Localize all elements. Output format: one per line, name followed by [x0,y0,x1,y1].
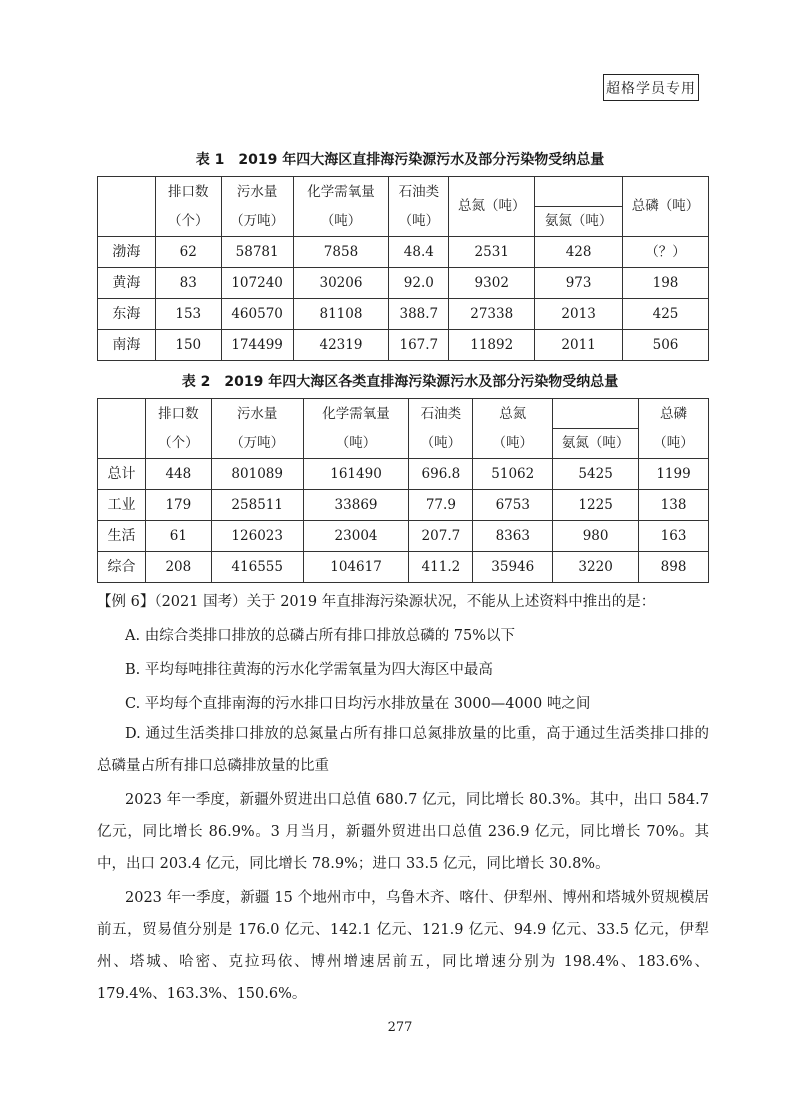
table2-header-outlets-unit: （个） [145,429,211,459]
table1-header-total-nitrogen: 总氮（吨） [449,177,535,237]
table2-caption: 表 2 2019 年四大海区各类直排海污染源污水及部分污染物受纳总量 [181,374,619,390]
table-cell: 104617 [303,552,409,583]
table-cell: 174499 [221,330,293,361]
option-a: A. 由综合类排口排放的总磷占所有排口排放总磷的 75%以下 [125,628,516,644]
table-cell: 161490 [303,459,409,490]
member-only-badge: 超格学员专用 [603,74,699,101]
table1-header-ammonia: 氨氮（吨） [535,207,623,237]
table-cell: 258511 [211,490,303,521]
table-cell: 48.4 [389,237,449,268]
row-label: 东海 [98,299,156,330]
table1-header-total-phosphorus: 总磷（吨） [623,177,709,237]
table-cell: 27338 [449,299,535,330]
row-label: 黄海 [98,268,156,299]
table-cell: 411.2 [409,552,473,583]
table-cell: 8363 [473,521,553,552]
table2-header-total-nitrogen-unit: （吨） [473,429,553,459]
table1-header-outlets-unit: （个） [155,207,221,237]
table1-caption: 表 1 2019 年四大海区直排海污染源污水及部分污染物受纳总量 [195,152,605,168]
row-label: 综合 [98,552,146,583]
table2-header-blank [553,399,639,429]
table2-header-total-phosphorus-unit: （吨） [639,429,709,459]
table-cell: 30206 [293,268,389,299]
table-row [98,521,709,552]
table-cell: 9302 [449,268,535,299]
table2-header-cod-unit: （吨） [303,429,409,459]
table-cell: 198 [623,268,709,299]
table2-header-total-phosphorus: 总磷 [639,399,709,429]
table-cell: 61 [145,521,211,552]
table1-corner-cell [98,177,156,237]
table-cell: 696.8 [409,459,473,490]
table2-header-total-nitrogen: 总氮 [473,399,553,429]
table-cell: 153 [155,299,221,330]
table-cell: 898 [639,552,709,583]
table-cell: 7858 [293,237,389,268]
table-row [98,330,709,361]
passage-paragraph-1: 2023 年一季度，新疆外贸进出口总值 680.7 亿元，同比增长 80.3%。其中，出口 584.7 亿元，同比增长 86.9%。3 月当月，新疆外贸进出口总值 236.9 亿元，同比增长 70%。其中，出口 203.4 亿元，同比增长 78.9%；进口 33.5 亿元，同比增长 30.8%。 [97,792,709,872]
table-cell: 5425 [553,459,639,490]
table-cell: 207.7 [409,521,473,552]
table-cell: 3220 [553,552,639,583]
table1-header-blank [535,177,623,207]
option-d: D. 通过生活类排口排放的总氮量占所有排口总氮排放量的比重，高于通过生活类排口排的总磷量占所有排口总磷排放量的比重 [97,726,709,774]
table-cell: 2531 [449,237,535,268]
table2-header-sewage-unit: （万吨） [211,429,303,459]
table1-header-sewage-unit: （万吨） [221,207,293,237]
table-cell: 460570 [221,299,293,330]
table2-header-oil: 石油类 [409,399,473,429]
row-label: 渤海 [98,237,156,268]
option-b: B. 平均每吨排往黄海的污水化学需氧量为四大海区中最高 [125,662,493,678]
table-cell: 973 [535,268,623,299]
table-cell: 107240 [221,268,293,299]
table-cell: 416555 [211,552,303,583]
table-cell: 92.0 [389,268,449,299]
table-row [98,459,709,490]
table1-header-outlets: 排口数 [155,177,221,207]
table-cell: 6753 [473,490,553,521]
table2-header-row-1 [98,399,709,429]
table-row [98,490,709,521]
table2-header-sewage: 污水量 [211,399,303,429]
row-label: 生活 [98,521,146,552]
table1-header-row-1 [98,177,709,207]
row-label: 工业 [98,490,146,521]
table-cell: 1199 [639,459,709,490]
table-cell: 138 [639,490,709,521]
table-cell: 77.9 [409,490,473,521]
table-cell: 448 [145,459,211,490]
table1-header-cod-unit: （吨） [293,207,389,237]
table-cell: 179 [145,490,211,521]
row-label: 南海 [98,330,156,361]
table-row [98,237,709,268]
table-cell: 58781 [221,237,293,268]
table-row [98,299,709,330]
table-cell: 167.7 [389,330,449,361]
table-cell: 425 [623,299,709,330]
table-cell: 208 [145,552,211,583]
table-cell: 35946 [473,552,553,583]
table-cell: 81108 [293,299,389,330]
option-c: C. 平均每个直排南海的污水排口日均污水排放量在 3000—4000 吨之间 [125,696,591,712]
table-cell: 163 [639,521,709,552]
table-cell: 83 [155,268,221,299]
table-cell: 42319 [293,330,389,361]
table-cell: 2011 [535,330,623,361]
table2-header-cod: 化学需氧量 [303,399,409,429]
table1-header-cod: 化学需氧量 [293,177,389,207]
table2-corner-cell [98,399,146,459]
table-cell: 23004 [303,521,409,552]
table-cell: 51062 [473,459,553,490]
table-cell: 388.7 [389,299,449,330]
table-cell: 980 [553,521,639,552]
table-row [98,268,709,299]
table1-header-sewage: 污水量 [221,177,293,207]
table-cell: （？） [623,237,709,268]
table-cell: 801089 [211,459,303,490]
table2-header-row-2 [98,429,709,459]
page-number: 277 [387,1020,413,1035]
table-cell: 428 [535,237,623,268]
question-stem: 【例 6】（2021 国考）关于 2019 年直排海污染源状况，不能从上述资料中推出的是： [97,594,656,610]
table-cell: 11892 [449,330,535,361]
table-cell: 1225 [553,490,639,521]
table-cell: 2013 [535,299,623,330]
table1 [97,176,709,361]
table2-header-ammonia: 氨氮（吨） [553,429,639,459]
table-cell: 62 [155,237,221,268]
passage-paragraph-2: 2023 年一季度，新疆 15 个地州市中，乌鲁木齐、喀什、伊犁州、博州和塔城外贸规模居前五，贸易值分别是 176.0 亿元、142.1 亿元、121.9 亿元、94.9 亿元、33.5 亿元，伊犁州、塔城、哈密、克拉玛依、博州增速居前五，同比增速分别为 198.4%、183.6%、179.4%、163.3%、150.6%。 [97,890,709,1002]
table2-header-oil-unit: （吨） [409,429,473,459]
row-label: 总计 [98,459,146,490]
table2 [97,398,709,583]
table-cell: 506 [623,330,709,361]
table-cell: 126023 [211,521,303,552]
table2-header-outlets: 排口数 [145,399,211,429]
table1-header-oil-unit: （吨） [389,207,449,237]
table1-header-row-2 [98,207,709,237]
table-row [98,552,709,583]
table1-header-oil: 石油类 [389,177,449,207]
table-cell: 150 [155,330,221,361]
table-cell: 33869 [303,490,409,521]
